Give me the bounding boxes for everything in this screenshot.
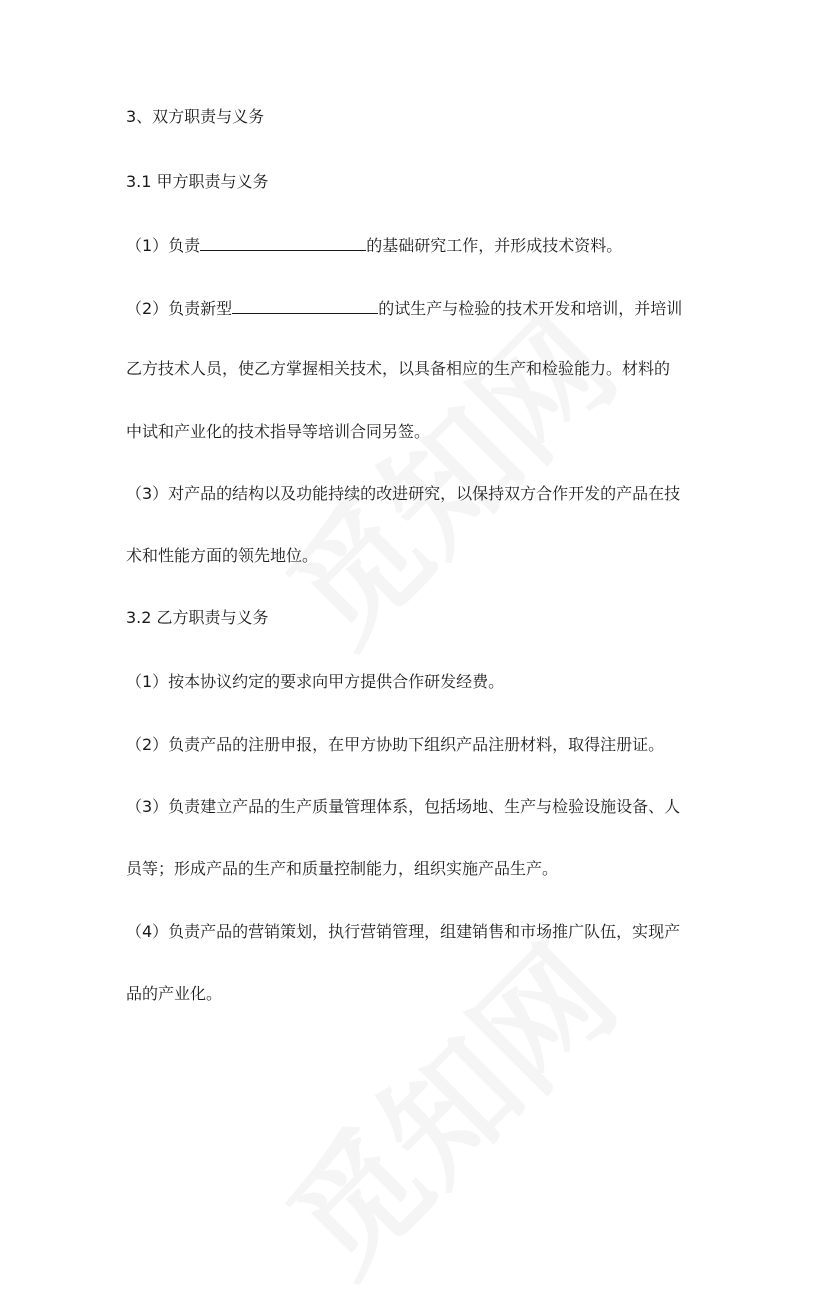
subsection-heading: 3.1 甲方职责与义务 — [126, 172, 269, 191]
subsection-heading: 3.2 乙方职责与义务 — [126, 608, 269, 627]
paragraph-line: 术和性能方面的领先地位。 — [126, 546, 319, 565]
paragraph: （4）负责产品的营销策划，执行营销管理，组建销售和市场推广队伍，实现产 — [126, 922, 681, 941]
text: 的试生产与检验的技术开发和培训，并培训 — [378, 299, 683, 318]
paragraph: （3）负责建立产品的生产质量管理体系，包括场地、生产与检验设施设备、人 — [126, 797, 681, 816]
paragraph-line: 中试和产业化的技术指导等培训合同另签。 — [126, 422, 431, 441]
paragraph — [126, 232, 622, 258]
section-heading: 3、双方职责与义务 — [126, 107, 265, 126]
fill-in-blank[interactable] — [200, 232, 366, 251]
text: （2）负责新型 — [126, 299, 233, 318]
paragraph-line: 乙方技术人员，使乙方掌握相关技术，以具备相应的生产和检验能力。材料的 — [126, 359, 671, 378]
paragraph — [126, 295, 682, 321]
paragraph-line: 品的产业化。 — [126, 984, 223, 1003]
fill-in-blank[interactable] — [232, 295, 378, 314]
watermark — [241, 899, 649, 1307]
paragraph-line: 员等；形成产品的生产和质量控制能力，组织实施产品生产。 — [126, 859, 559, 878]
paragraph: （2）负责产品的注册申报，在甲方协助下组织产品注册材料，取得注册证。 — [126, 735, 665, 754]
paragraph: （3）对产品的结构以及功能持续的改进研究，以保持双方合作开发的产品在技 — [126, 484, 681, 503]
watermark — [241, 269, 649, 677]
text: （1）负责 — [126, 236, 201, 255]
text: 的基础研究工作，并形成技术资料。 — [366, 236, 623, 255]
paragraph: （1）按本协议约定的要求向甲方提供合作研发经费。 — [126, 672, 505, 691]
